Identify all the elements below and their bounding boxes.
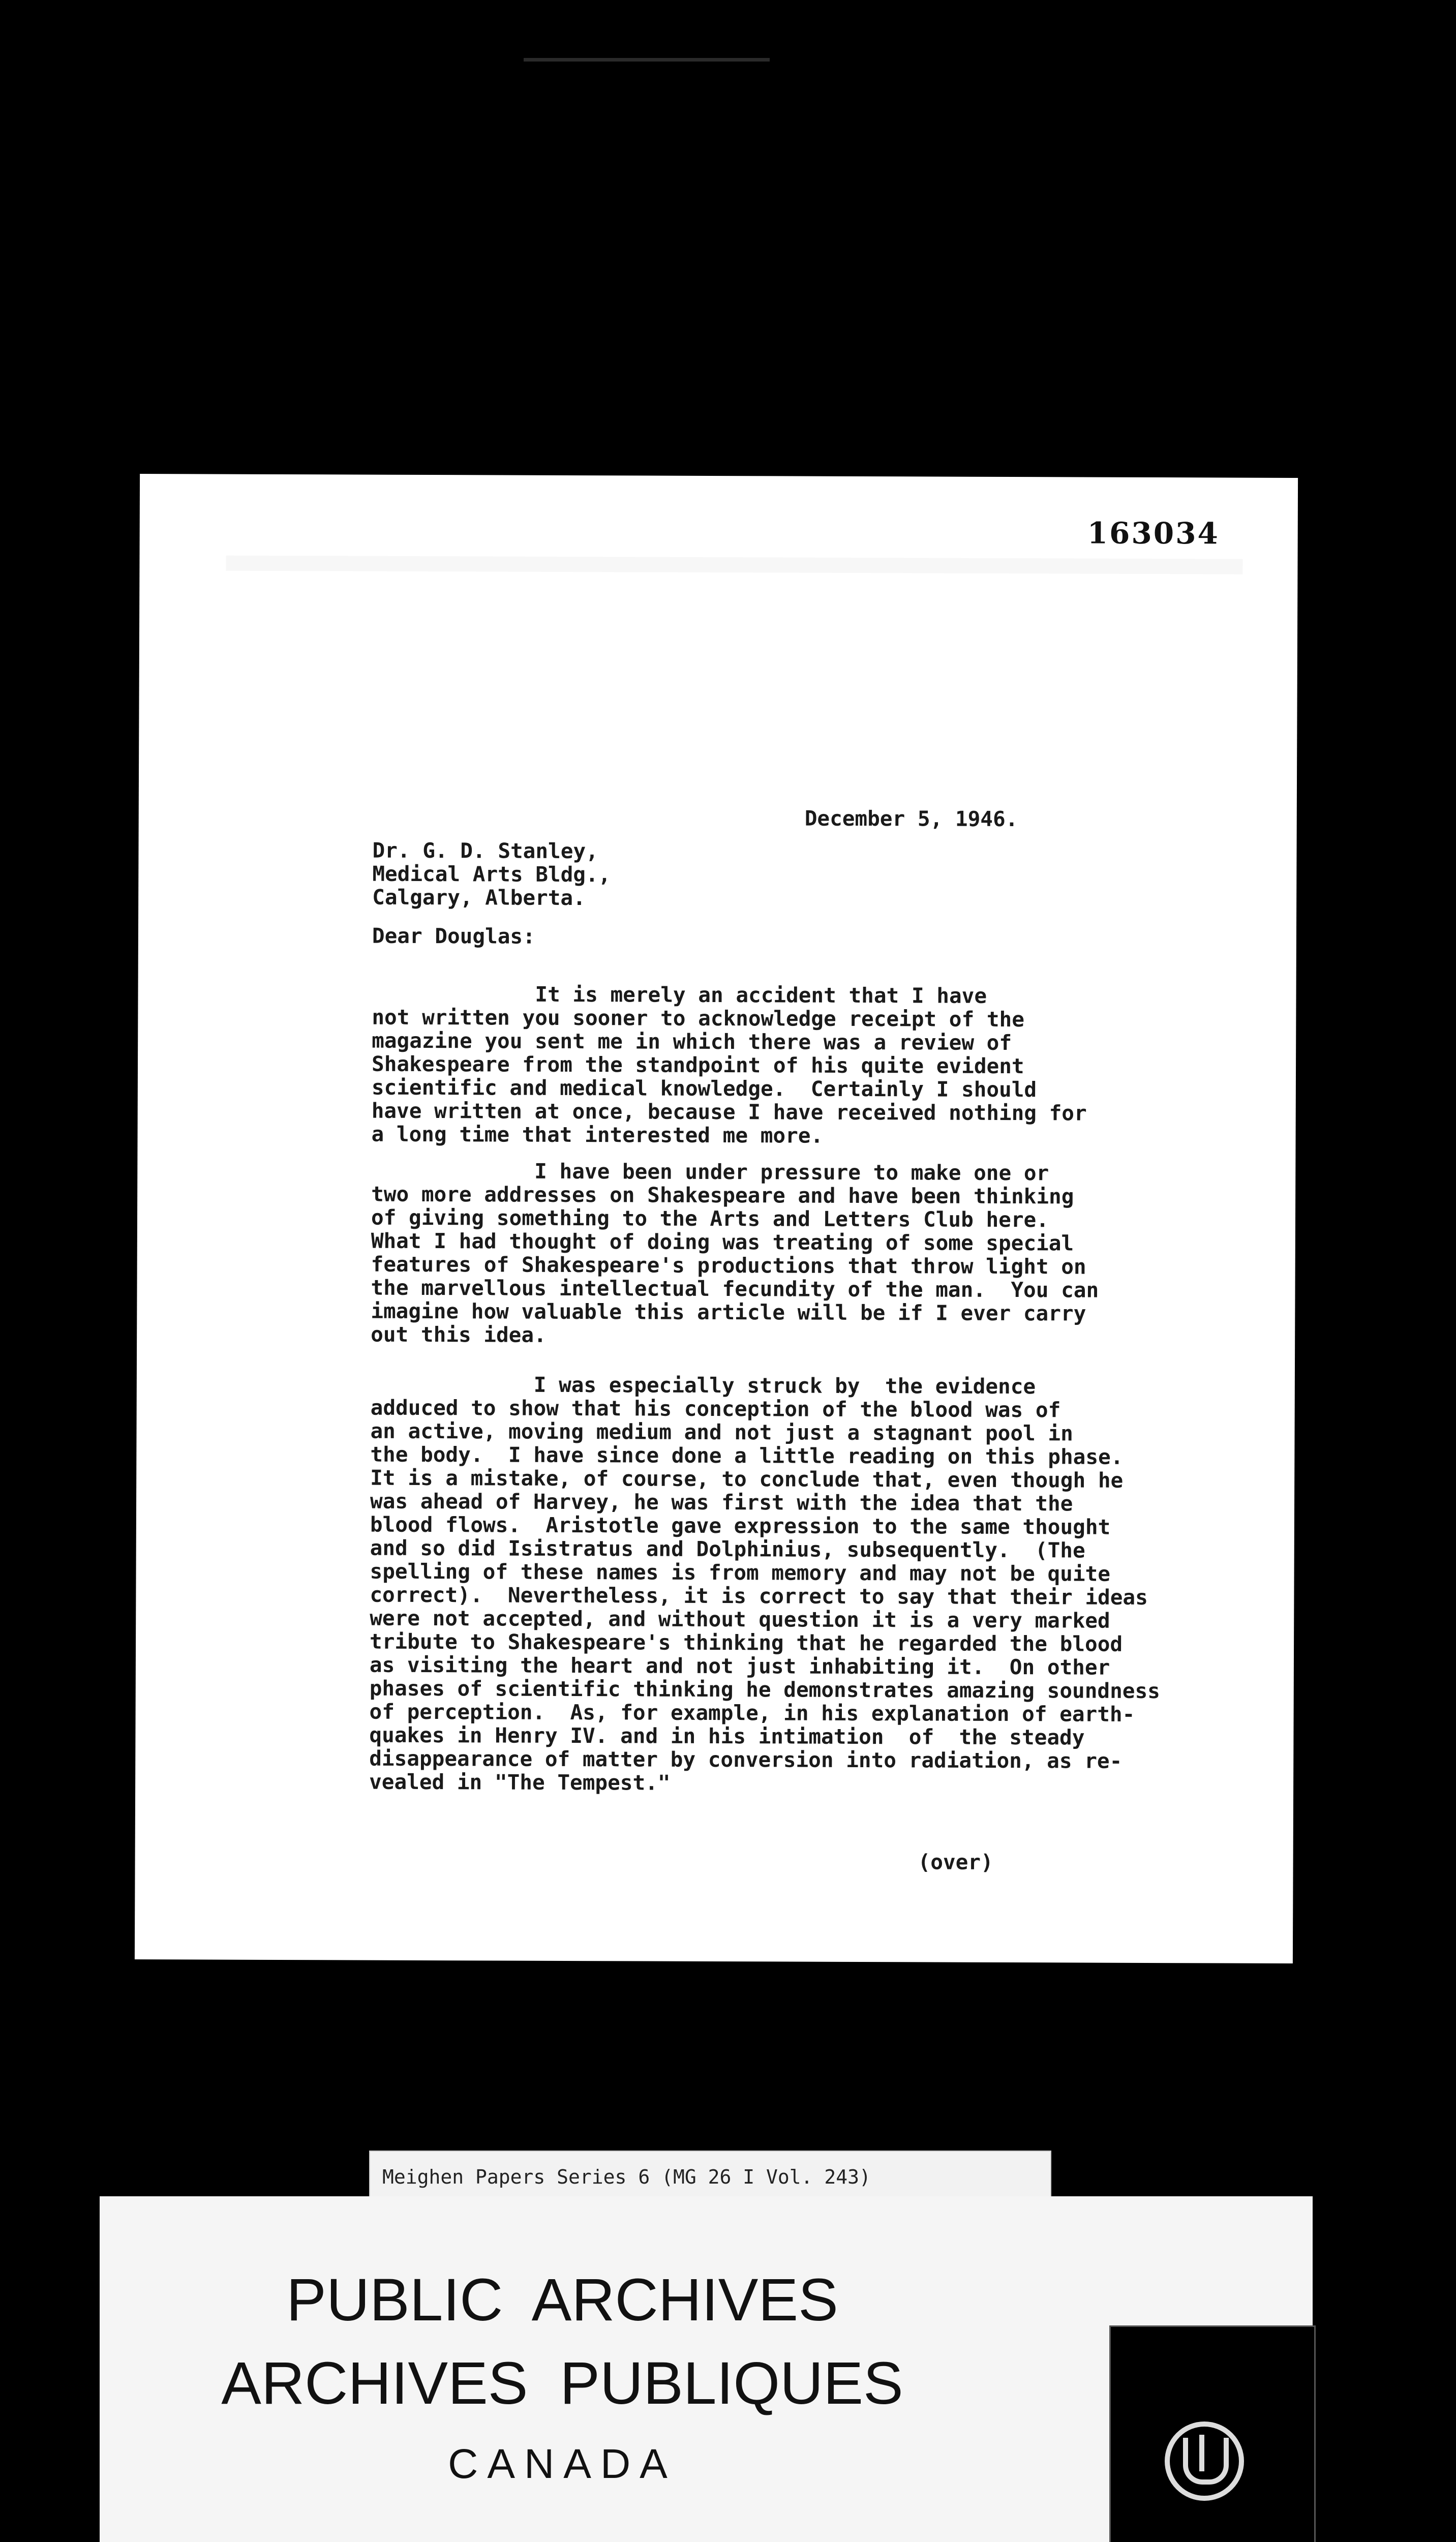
text-line: magazine you sent me in which there was a review of bbox=[372, 1028, 1012, 1055]
text-line: blood flows. Aristotle gave expression to the same thought bbox=[370, 1512, 1111, 1539]
text-line: quakes in Henry IV. and in his intimation of the steady bbox=[369, 1722, 1085, 1750]
text-line: It is a mistake, of course, to conclude that, even though he bbox=[370, 1465, 1124, 1493]
text-line: phases of scientific thinking he demonstrates amazing soundness bbox=[369, 1676, 1160, 1704]
text-line: the marvellous intellectual fecundity of the man. You can bbox=[371, 1275, 1099, 1303]
address-line: Medical Arts Bldg., bbox=[372, 861, 611, 887]
text-line: as visiting the heart and not just inhabiting it. On other bbox=[369, 1652, 1110, 1680]
text-line: the body. I have since done a little reading on this phase. bbox=[370, 1442, 1124, 1469]
text-line: features of Shakespeare's productions that throw light on bbox=[371, 1252, 1086, 1279]
address-line: Dr. G. D. Stanley, bbox=[372, 838, 598, 864]
emblem-bar bbox=[1199, 2435, 1204, 2471]
text-line: disappearance of matter by conversion into radiation, as re- bbox=[369, 1746, 1123, 1773]
text-line: It is merely an accident that I have bbox=[372, 981, 987, 1008]
letter-page bbox=[135, 474, 1298, 1963]
paragraph-2 bbox=[371, 1159, 1099, 1349]
document-number: 163034 bbox=[1087, 516, 1220, 551]
text-line: not written you sooner to acknowledge receipt of the bbox=[372, 1005, 1025, 1032]
paragraph-1 bbox=[371, 982, 1087, 1148]
over-note: (over) bbox=[918, 1850, 993, 1874]
text-line: out this idea. bbox=[371, 1322, 547, 1347]
text-line: What I had thought of doing was treating of some special bbox=[371, 1228, 1074, 1256]
text-line: spelling of these names is from memory and may not be quite bbox=[370, 1559, 1111, 1586]
salutation: Dear Douglas: bbox=[372, 923, 535, 949]
archives-card bbox=[100, 2196, 1313, 2542]
address-line: Calgary, Alberta. bbox=[372, 885, 586, 911]
text-line: were not accepted, and without question it is a very marked bbox=[370, 1606, 1110, 1633]
text-line: correct). Nevertheless, it is correct to say that their ideas bbox=[370, 1582, 1148, 1610]
text-line: adduced to show that his conception of the blood was of bbox=[370, 1395, 1061, 1423]
archives-emblem-icon bbox=[1165, 2422, 1244, 2501]
archives-title-fr: ARCHIVES PUBLIQUES bbox=[221, 2350, 903, 2417]
text-line: Shakespeare from the standpoint of his quite evident bbox=[371, 1051, 1024, 1079]
emblem-inner bbox=[1183, 2438, 1229, 2485]
archives-country: CANADA bbox=[448, 2441, 677, 2487]
bleed-through-line bbox=[226, 556, 1242, 574]
film-mark bbox=[524, 58, 770, 62]
series-label: Meighen Papers Series 6 (MG 26 I Vol. 243) bbox=[382, 2166, 871, 2188]
text-line: an active, moving medium and not just a stagnant pool in bbox=[370, 1418, 1073, 1446]
text-line: have written at once, because I have received nothing for bbox=[371, 1098, 1087, 1126]
text-line: a long time that interested me more. bbox=[371, 1122, 824, 1148]
text-line: imagine how valuable this article will be if I ever carry bbox=[371, 1298, 1086, 1326]
recipient-address bbox=[372, 839, 611, 910]
text-line: of perception. As, for example, in his explanation of earth- bbox=[369, 1699, 1135, 1727]
text-line: I have been under pressure to make one or bbox=[371, 1158, 1049, 1186]
text-line: two more addresses on Shakespeare and have been thinking bbox=[371, 1182, 1074, 1209]
emblem-panel bbox=[1109, 2325, 1316, 2542]
text-line: was ahead of Harvey, he was first with the idea that the bbox=[370, 1489, 1073, 1516]
series-label-stub bbox=[369, 2151, 1051, 2199]
letter-date: December 5, 1946. bbox=[804, 806, 1018, 832]
text-line: and so did Isistratus and Dolphinius, subsequently. (The bbox=[370, 1535, 1085, 1563]
text-line: I was especially struck by the evidence bbox=[370, 1372, 1036, 1399]
archives-title-en: PUBLIC ARCHIVES bbox=[286, 2266, 838, 2334]
paragraph-3 bbox=[369, 1373, 1161, 1796]
text-line: vealed in "The Tempest." bbox=[369, 1769, 671, 1795]
text-line: scientific and medical knowledge. Certainly I should bbox=[371, 1075, 1037, 1102]
text-line: tribute to Shakespeare's thinking that he regarded the blood bbox=[370, 1629, 1123, 1656]
text-line: of giving something to the Arts and Letters Club here. bbox=[371, 1205, 1049, 1232]
